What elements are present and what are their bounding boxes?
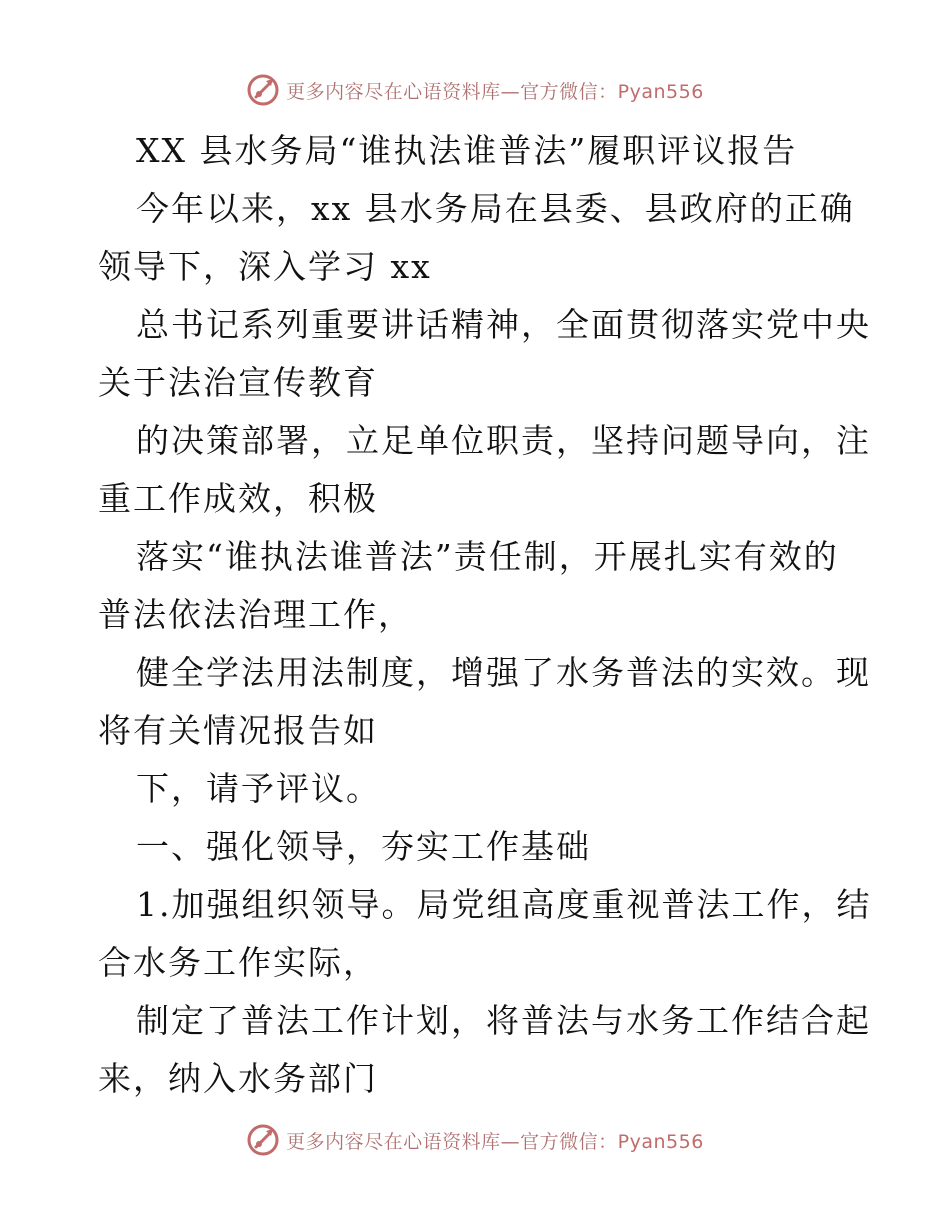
text-line: 来，纳入水务部门 <box>98 1059 378 1098</box>
text-line: 总书记系列重要讲话精神，全面贯彻落实党中央 <box>136 305 871 344</box>
document-body <box>98 122 872 1108</box>
text-line: 关于法治宣传教育 <box>98 363 378 402</box>
watermark-text-bottom <box>286 1127 704 1154</box>
logo-icon <box>246 73 280 107</box>
text-line: 落实“谁执法谁普法”责任制，开展扎实有效的 <box>136 537 839 576</box>
watermark-caption: 更多内容尽在心语资料库—官方微信： <box>286 1130 618 1153</box>
watermark-text-top <box>286 77 704 104</box>
document-title: XX 县水务局“谁执法谁普法”履职评议报告 <box>136 131 798 170</box>
logo-icon <box>246 1123 280 1157</box>
watermark-handle: Pyan556 <box>617 80 704 103</box>
text-line: 今年以来，xx 县水务局在县委、县政府的正确 <box>136 189 855 228</box>
text-line: 下，请予评议。 <box>136 769 381 808</box>
text-line: 合水务工作实际， <box>98 943 378 982</box>
text-line: 的决策部署，立足单位职责，坚持问题导向，注 <box>136 421 871 460</box>
text-line: 将有关情况报告如 <box>98 711 378 750</box>
text-line: 1.加强组织领导。局党组高度重视普法工作，结 <box>136 885 872 924</box>
text-line: 普法依法治理工作， <box>98 595 413 634</box>
text-line: 健全学法用法制度，增强了水务普法的实效。现 <box>136 653 871 692</box>
text-line: 领导下，深入学习 xx <box>98 247 432 286</box>
watermark-banner-top <box>0 70 950 110</box>
text-line: 重工作成效，积极 <box>98 479 378 518</box>
watermark-caption: 更多内容尽在心语资料库—官方微信： <box>286 80 618 103</box>
text-line: 一、强化领导，夯实工作基础 <box>136 827 591 866</box>
text-line: 制定了普法工作计划，将普法与水务工作结合起 <box>136 1001 871 1040</box>
watermark-banner-bottom <box>0 1120 950 1160</box>
watermark-handle: Pyan556 <box>617 1130 704 1153</box>
